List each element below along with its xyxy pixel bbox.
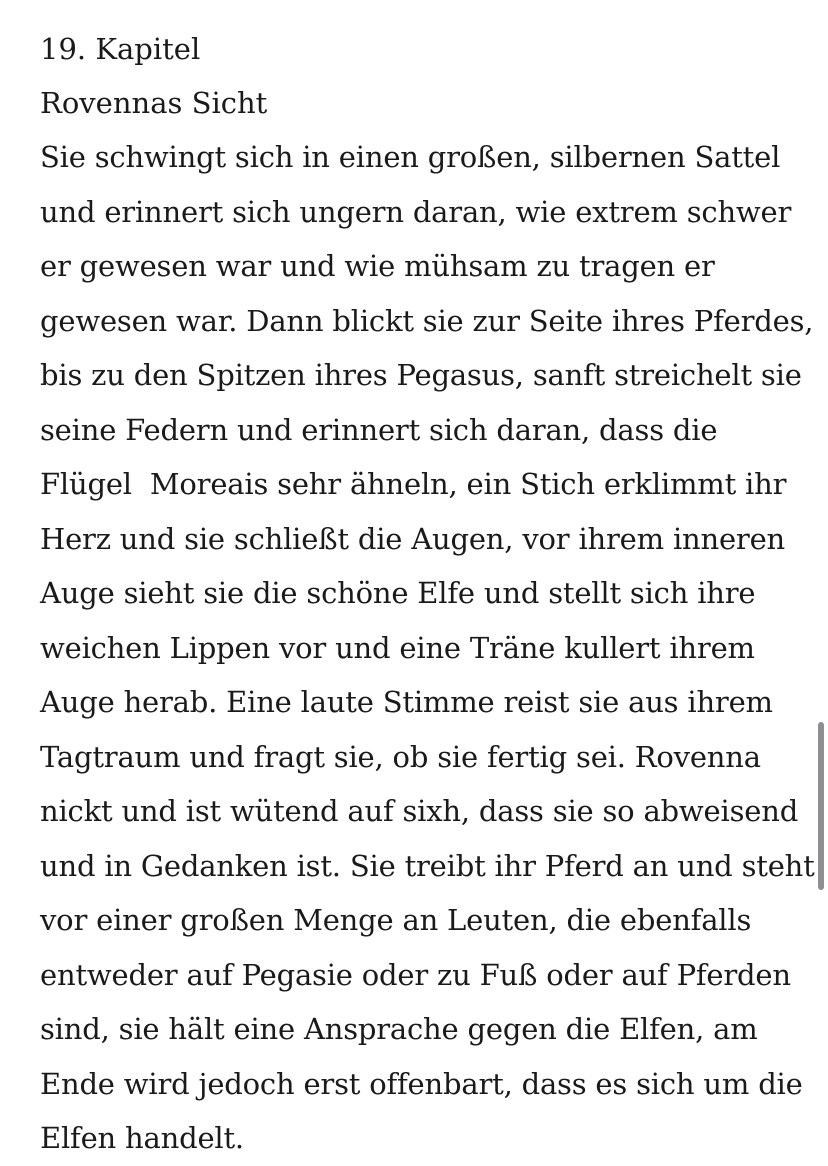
text-line: Tagtraum und fragt sie, ob sie fertig sei. Rovenna — [40, 739, 761, 774]
text-line: Auge herab. Eine laute Stimme reist sie aus ihrem — [40, 685, 773, 719]
chapter-number: 19. Kapitel — [40, 32, 201, 66]
text-line: entweder auf Pegasie oder zu Fuß oder auf Pferden — [40, 957, 791, 992]
text-line: vor einer großen Menge an Leuten, die ebenfalls — [40, 903, 752, 937]
vertical-scrollbar[interactable] — [818, 0, 828, 1166]
text-line: und erinnert sich ungern daran, wie extrem schwer — [40, 194, 792, 229]
text-line: Herz und sie schließt die Augen, vor ihrem inneren — [40, 521, 786, 556]
text-line: er gewesen war und wie mühsam zu tragen er — [40, 249, 715, 283]
text-line: und in Gedanken ist. Sie treibt ihr Pferd an und steht — [40, 848, 815, 883]
chapter-perspective: Rovennas Sicht — [40, 86, 268, 120]
text-line: seine Federn und erinnert sich daran, dass die — [40, 412, 718, 447]
text-line: Elfen handelt. — [40, 1121, 244, 1155]
text-line: Auge sieht sie die schöne Elfe und stellt sich ihre — [40, 576, 756, 610]
text-line: Flügel Moreais sehr ähneln, ein Stich erklimmt ihr — [40, 467, 787, 501]
text-line: Ende wird jedoch erst offenbart, dass es sich um die — [40, 1066, 803, 1101]
text-line: gewesen war. Dann blickt sie zur Seite ihres Pferdes, — [40, 303, 814, 338]
text-content — [40, 22, 815, 1166]
scrollbar-thumb[interactable] — [818, 722, 824, 890]
text-line: nickt und ist wütend auf sixh, dass sie so abweisend — [40, 794, 799, 828]
text-line: weichen Lippen vor und eine Träne kullert ihrem — [40, 630, 755, 665]
body-paragraph — [40, 130, 815, 1166]
text-line: sind, sie hält eine Ansprache gegen die Elfen, am — [40, 1012, 758, 1046]
text-line: Sie schwingt sich in einen großen, silbernen Sattel — [40, 140, 781, 174]
text-line: bis zu den Spitzen ihres Pegasus, sanft streichelt sie — [40, 358, 802, 392]
